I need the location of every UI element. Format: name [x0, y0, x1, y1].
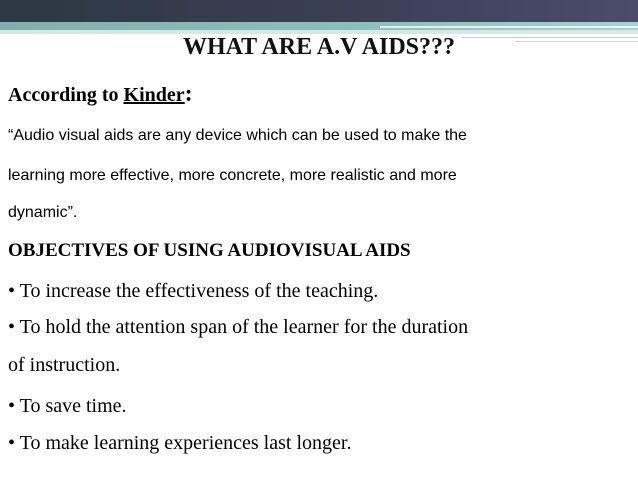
header-band-dark	[0, 0, 638, 24]
header-accent-line	[380, 26, 638, 28]
definition-quote-line: learning more effective, more concrete, more realistic and more	[8, 167, 457, 184]
according-to-line	[8, 80, 193, 109]
objective-bullet: • To make learning experiences last longer.	[8, 432, 352, 454]
definition-quote-line: “Audio visual aids are any device which can be used to make the	[8, 127, 467, 144]
objective-bullet: • To save time.	[8, 395, 127, 417]
definition-quote-line: dynamic”.	[8, 204, 78, 221]
objective-bullet: • To hold the attention span of the learner for the duration	[8, 316, 469, 338]
according-colon: :	[184, 81, 193, 107]
according-prefix: According to	[8, 84, 124, 106]
objective-bullet-continuation: of instruction.	[8, 354, 121, 376]
objective-bullet: • To increase the effectiveness of the teaching.	[8, 280, 379, 302]
objectives-heading: OBJECTIVES OF USING AUDIOVISUAL AIDS	[8, 240, 411, 261]
slide-title: WHAT ARE A.V AIDS???	[182, 34, 456, 60]
author-name: Kinder	[123, 84, 185, 106]
